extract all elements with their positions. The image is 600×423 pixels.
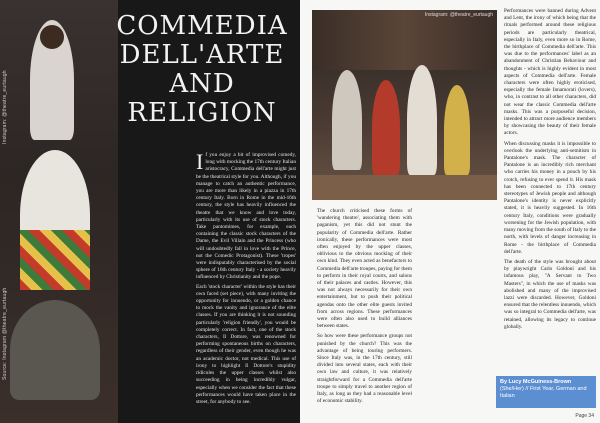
author-name: By Lucy McGuiness-Brown — [500, 379, 572, 385]
stage-figure — [444, 85, 470, 175]
stage-curtain — [312, 10, 497, 70]
harlequin-patchwork — [20, 230, 90, 290]
body-paragraph: So how were these performance groups not punished by the church? This was the advantage of being touring performers. Since Italy was, in the 17th century, still divided into several states, each with their own law and culture, it was relatively straightforward for a Commedia dell'arte troupe to simply travel to another region of Italy, as long as they had a reasonable level of economic stability. — [317, 333, 412, 405]
right-column — [504, 8, 596, 334]
intro-text — [196, 149, 296, 408]
body-paragraph: The church criticised these forms of 'wandering theatre', associating them with paganism, yet this did not stunt the popularity of Commedia dell'arte. Rather ironically, these performances were most often enjoyed by the upper classes, oblivious to the obvious mocking of their own kind. They even acted as benefactors to Commedia dell'arte troupes, paying for them to perform in their royal courts, and salons of their palaces and castles. However, this was not always necessarily for their own entertainment, but to push their political agendas onto the other elite guests invited from across regions. These performances were often also used to build alliances between states. — [317, 208, 412, 330]
photo-credit-top: Instagram: @theatre_eurtaugh — [2, 70, 8, 144]
intro-paragraph: If you enjoy a bit of improvised comedy, long with mocking the 17th century Italian aristocracy, Commedia dell'arte might just be the theatrical style for you. Although, if you manage to catch an authentic performance, you are more than likely in a piazza in 17th century Italy. Born in Rome in the mid-16th century, the style has heavily influenced the theatre that we know and love today, particularly with its use of stock characters. Take pantomimes, for example, each containing the classic stock characters of the Dame, the Evil Villain and the Princess (who will undoubtedly fall in love with the Prince, not the Comedic Protagonist). These 'tropes' were indisputably characterised by the social sphere of 16th century Italy - a society heavily influenced by Christianity and the pope. — [196, 149, 296, 281]
author-byline — [496, 376, 596, 408]
author-details: (She/Her) // First Year, German and Italian — [500, 386, 587, 399]
stage-floor — [312, 175, 497, 200]
drop-cap: I — [196, 149, 204, 174]
figure-lower — [10, 300, 100, 400]
middle-column — [317, 208, 412, 408]
title-line: COMMEDIA — [116, 11, 288, 41]
intro-paragraph: Each 'stock character' within the style has their own faced (set piece), with many inviting the opportunity for innuendo, or a golden chance to mock the vanity and ignorance of the elite classes. If you are thinking it is not sounding particularly 'religion friendly', you would be completely correct. In fact, one of the stock characters, Il Dottore, was renowned for performing spontaneous births on characters, regardless of their gender, even though he was an academic doctor, not medical. This use of irony to highlight Il Dottore's stupidity ridicules the upper classes whilst also succeeding in being incredibly vulgar, especially when we consider the fact that these performances would have taken place in the street, for anybody to see. — [196, 283, 296, 405]
page-number: Page 34 — [575, 413, 594, 419]
title-line: DELL'ARTE — [119, 40, 285, 70]
stage-photo-credit: Instagram: @theatre_eurtaugh — [424, 12, 493, 18]
stage-figure — [407, 65, 437, 175]
commedia-figures-photo — [0, 0, 118, 423]
stage-figure — [372, 80, 400, 175]
body-paragraph: Performances were banned during Advent and Lent, the irony of which being that the rituals performed around these religious periods are particularly theatrical, especially in Italy, even more so in Rome, the birthplace of Commedia dell'arte. This was due to the performances' label as an abandonment of Christian Behaviour and thoughts - which is highly evident in most aspects of Commedia dell'arte. Female characters were often highly eroticised, especially the female Innamorati (lovers), who, in contrast to all other characters, did not wear the classic Commedia dell'arte masks. This was a purposeful decision, intended to attract more audience members by showcasing the beauty of their female actors. — [504, 8, 596, 137]
title-line: AND — [169, 69, 235, 99]
body-paragraph: When discussing masks it is impossible to overlook the underlying anti-semitism in Pantalone's mask. The character of Pantalone is an incredibly rich merchant who carries his money in a pouch by his crotch, refusing to ever spend it. His mask has been connected to 17th century stereotypes of Jewish people and although Pantalone's identity is never explicitly stated, it is heavily suggested. In 16th century Italy, conditions were gradually worsening for the Jewish population, with many moving from the south of Italy to the north, with levels of danger increasing in Rome - the birthplace of Commedia dell'arte. — [504, 140, 596, 255]
stage-performance-photo — [312, 10, 497, 200]
body-paragraph: The death of the style was brought about by playwright Carlo Goldoni and his infamous play, "A Servant to Two Masters", in which the use of masks was abolished and many of the improvised lazzi were discarded. However, Goldoni ensured that the relentless innuendo, which was so integral to Commedia dell'arte, was retained, allowing its legacy to continue globally. — [504, 258, 596, 330]
figure-mask — [40, 25, 64, 49]
right-page — [300, 0, 600, 423]
photo-credit-bottom: Source: Instagram @theatre_eurtaugh — [2, 287, 8, 380]
article-title — [106, 12, 298, 128]
stage-figure — [332, 70, 362, 170]
title-line: RELIGION — [127, 98, 277, 128]
